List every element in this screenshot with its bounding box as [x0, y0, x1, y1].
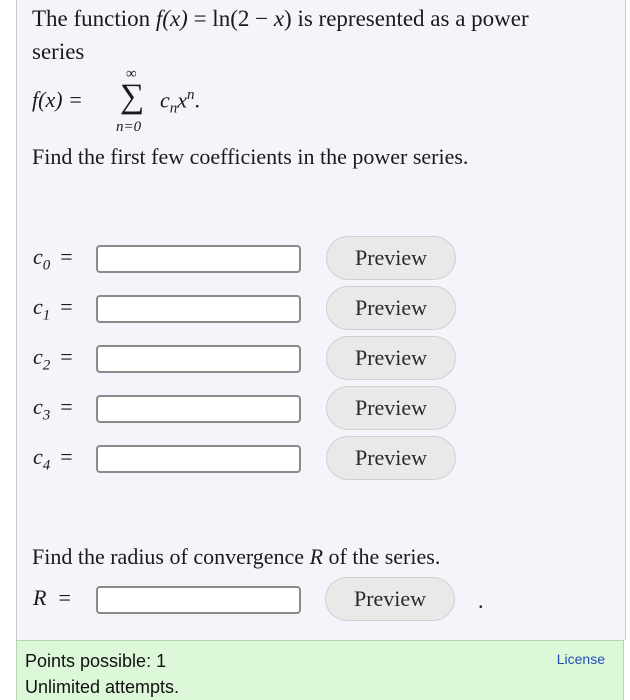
c0-label: $c_0$ =	[33, 244, 73, 274]
c3-input[interactable]	[96, 395, 301, 423]
c0-input[interactable]	[96, 245, 301, 273]
question-text-line2: series	[32, 39, 85, 64]
c1-preview-button[interactable]: Preview	[326, 286, 456, 330]
c2-input[interactable]	[96, 345, 301, 373]
radius-instruction: Find the radius of convergence R of the series.	[32, 544, 441, 569]
radius-label: R =	[33, 585, 71, 610]
c3-label: $c_3$ =	[33, 394, 73, 424]
c3-preview-button[interactable]: Preview	[326, 386, 456, 430]
c4-preview-button[interactable]: Preview	[326, 436, 456, 480]
sigma-symbol: ∑	[120, 78, 145, 115]
c2-preview-button[interactable]: Preview	[326, 336, 456, 380]
function-name: f(x)	[155, 6, 188, 31]
c0-preview-button[interactable]: Preview	[326, 236, 456, 280]
power-series-formula	[32, 66, 252, 142]
sum-lower-limit: n=0	[116, 119, 142, 135]
c2-label: $c_2$ =	[33, 344, 73, 374]
coefficient-instruction: Find the first few coefficients in the power series.	[32, 144, 469, 169]
c1-input[interactable]	[96, 295, 301, 323]
attempts-info: Unlimited attempts.	[25, 677, 180, 697]
license-link[interactable]: License	[556, 651, 605, 667]
radius-input[interactable]	[96, 586, 301, 614]
formula-rhs: $c_nx^n$.	[160, 87, 201, 117]
radius-preview-button[interactable]: Preview	[325, 577, 455, 621]
sum-upper-limit: ∞	[126, 66, 137, 82]
question-text-line1: The function f(x) = ln(2 − x) is represented as a power	[32, 6, 529, 31]
points-possible: Points possible: 1	[25, 651, 167, 671]
question-footer	[16, 640, 624, 700]
formula-lhs: f(x) =	[32, 87, 83, 112]
c1-label: $c_1$ =	[33, 294, 73, 324]
radius-trailing-period: .	[478, 588, 484, 613]
c4-label: $c_4$ =	[33, 444, 73, 474]
c4-input[interactable]	[96, 445, 301, 473]
